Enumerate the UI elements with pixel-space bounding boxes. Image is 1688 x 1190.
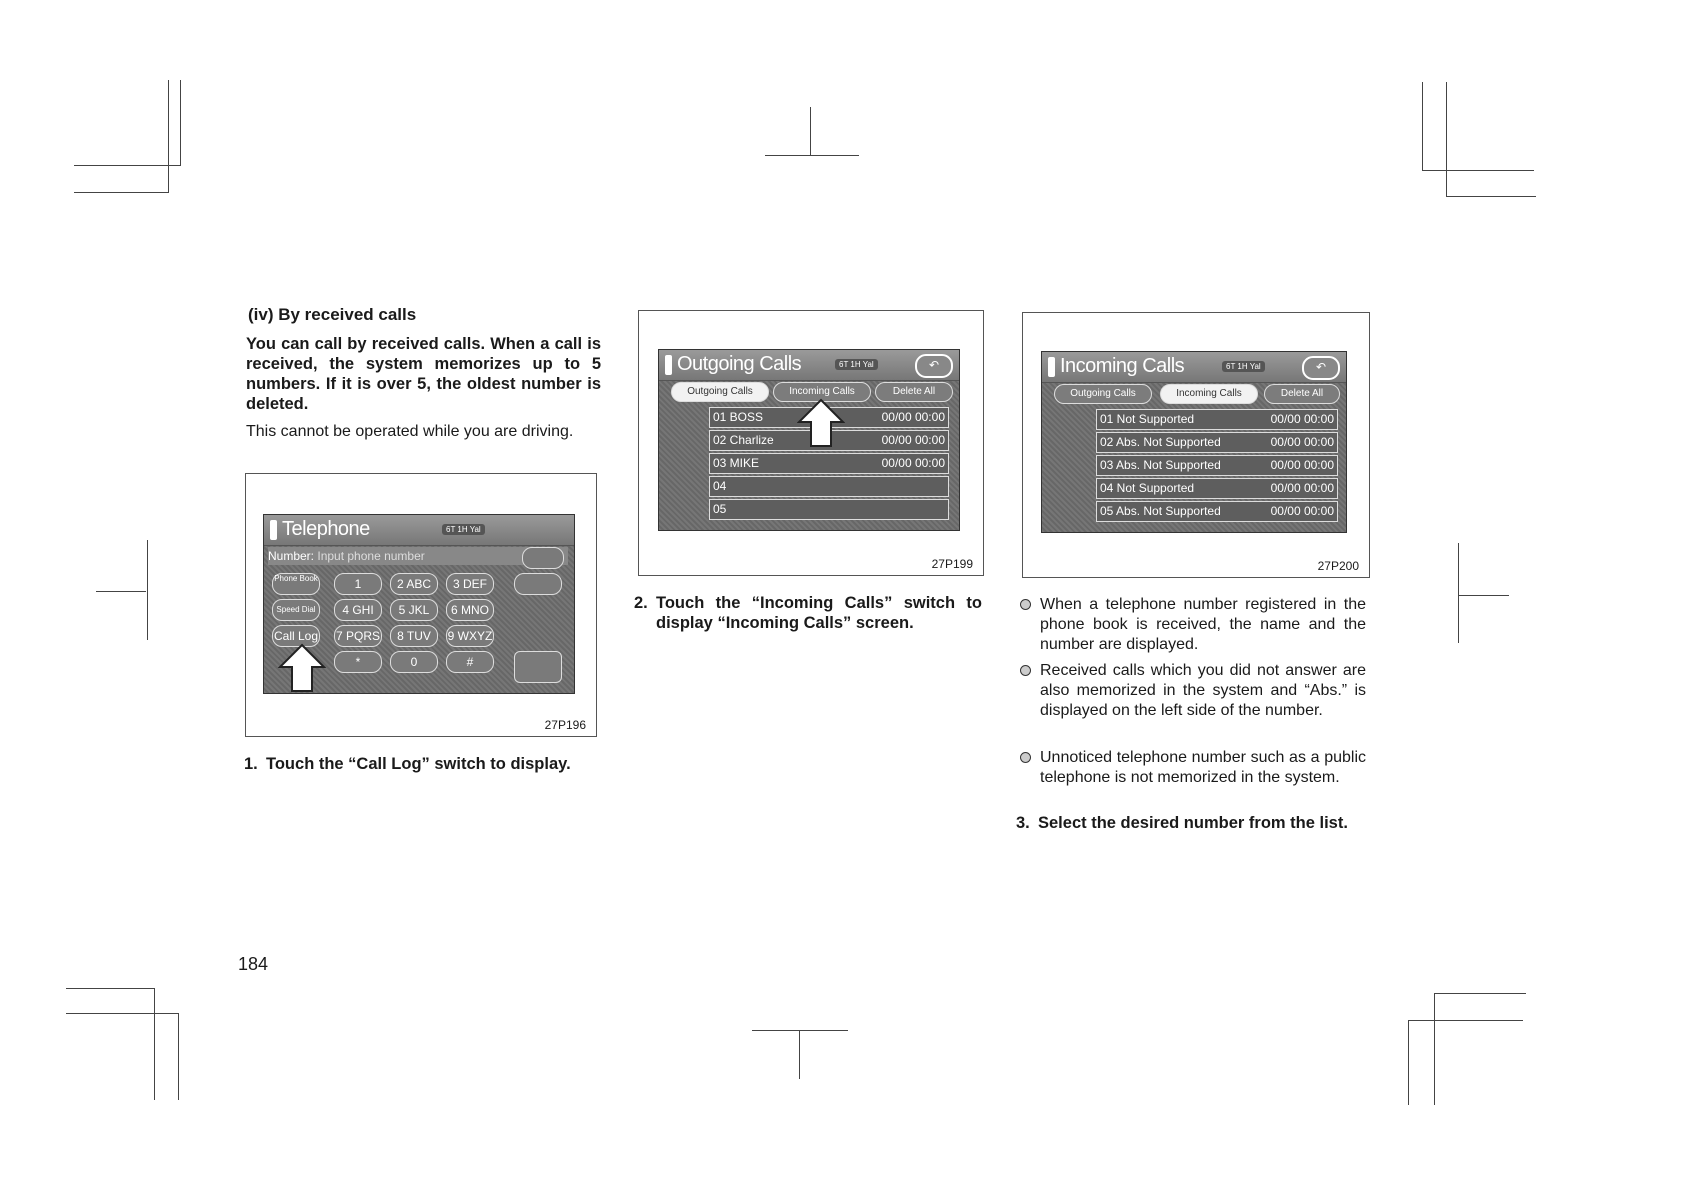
- step-text: Touch the “Incoming Calls” switch to display “Incoming Calls” screen.: [656, 594, 982, 632]
- crop-mark: [180, 80, 181, 166]
- title-bar: [264, 515, 574, 546]
- crop-mark: [1422, 82, 1423, 170]
- speed-dial-key[interactable]: Speed Dial: [272, 599, 320, 621]
- crop-mark: [154, 988, 155, 1100]
- delete-all-button[interactable]: Delete All: [875, 382, 953, 402]
- call-row[interactable]: 03 MIKE 00/00 00:00: [709, 453, 949, 474]
- crop-mark: [96, 591, 146, 592]
- crop-mark: [1408, 1020, 1523, 1021]
- step-2: [634, 593, 982, 633]
- call-row[interactable]: 04: [709, 476, 949, 497]
- key-9[interactable]: 9 WXYZ: [446, 625, 494, 647]
- tab-outgoing-calls[interactable]: Outgoing Calls: [1054, 384, 1152, 404]
- delete-all-button[interactable]: Delete All: [1264, 384, 1340, 404]
- bullet-note: When a telephone number registered in the phone book is received, the name and the number are displayed.: [1040, 595, 1366, 655]
- key-1[interactable]: 1: [334, 573, 382, 595]
- crop-mark: [66, 1013, 179, 1014]
- call-row[interactable]: 05 Abs. Not Supported 00/00 00:00: [1096, 501, 1338, 522]
- status-icons: 6T 1H Yal: [835, 359, 878, 370]
- key-5[interactable]: 5 JKL: [390, 599, 438, 621]
- step-3: [1016, 813, 1366, 833]
- figure-outgoing-calls: [638, 310, 984, 576]
- title-bar: [659, 350, 959, 381]
- crop-mark: [1408, 1020, 1409, 1105]
- page-number: 184: [238, 954, 269, 974]
- key-0[interactable]: 0: [390, 651, 438, 673]
- key-3[interactable]: 3 DEF: [446, 573, 494, 595]
- figure-telephone: [245, 473, 597, 737]
- crop-mark: [66, 988, 154, 989]
- section-heading: (iv) By received calls: [248, 305, 417, 324]
- status-icons: 6T 1H Yal: [1222, 361, 1265, 372]
- number-placeholder: Input phone number: [317, 549, 425, 563]
- call-row[interactable]: 02 Abs. Not Supported 00/00 00:00: [1096, 432, 1338, 453]
- key-hash[interactable]: #: [446, 651, 494, 673]
- crop-mark: [74, 165, 181, 166]
- screen-title: Incoming Calls: [1060, 355, 1185, 377]
- figure-code: 27P196: [544, 718, 586, 732]
- key-7[interactable]: 7 PQRS: [334, 625, 382, 647]
- incoming-calls-screen: [1041, 351, 1347, 533]
- phone-icon: [665, 355, 672, 375]
- bullet-icon: [1020, 665, 1031, 676]
- crop-mark: [74, 192, 169, 193]
- call-row[interactable]: 05: [709, 499, 949, 520]
- outgoing-calls-screen: [658, 349, 960, 531]
- step-number: 2.: [634, 594, 648, 612]
- status-icons: 6T 1H Yal: [442, 524, 485, 535]
- crop-mark: [1446, 196, 1536, 197]
- phone-book-key[interactable]: Phone Book: [272, 573, 320, 595]
- key-star[interactable]: *: [334, 651, 382, 673]
- tab-outgoing-calls[interactable]: Outgoing Calls: [671, 382, 769, 402]
- key-6[interactable]: 6 MNO: [446, 599, 494, 621]
- phone-icon: [1048, 357, 1055, 377]
- screen-title: Outgoing Calls: [677, 353, 802, 375]
- key-2[interactable]: 2 ABC: [390, 573, 438, 595]
- bullet-icon: [1020, 752, 1031, 763]
- crop-mark: [1459, 595, 1509, 596]
- figure-incoming-calls: [1022, 312, 1370, 578]
- call-row[interactable]: 03 Abs. Not Supported 00/00 00:00: [1096, 455, 1338, 476]
- call-row[interactable]: 01 BOSS 00/00 00:00: [709, 407, 949, 428]
- step-1: [244, 754, 596, 774]
- pointer-arrow-icon: [278, 643, 326, 693]
- bullet-note: Received calls which you did not answer are also memorized in the system and “Abs.” is displayed on the left side of the number.: [1040, 661, 1366, 721]
- crop-mark: [168, 80, 169, 193]
- call-row[interactable]: 01 Not Supported 00/00 00:00: [1096, 409, 1338, 430]
- call-log-key[interactable]: Call Log: [272, 625, 320, 647]
- crop-mark: [1434, 993, 1526, 994]
- crop-mark: [147, 540, 148, 640]
- figure-code: 27P199: [931, 557, 973, 571]
- screen-title: Telephone: [282, 518, 370, 540]
- crop-mark: [1434, 993, 1435, 1105]
- crop-mark: [178, 1013, 179, 1100]
- bullet-note: Unnoticed telephone number such as a public telephone is not memorized in the system.: [1040, 748, 1366, 788]
- number-label: Number:: [268, 549, 315, 563]
- tab-incoming-calls[interactable]: Incoming Calls: [773, 382, 871, 402]
- dial-key[interactable]: [514, 651, 562, 683]
- bullet-icon: [1020, 599, 1031, 610]
- pointer-arrow-icon: [797, 398, 845, 448]
- step-number: 3.: [1016, 814, 1030, 832]
- figure-code: 27P200: [1317, 559, 1359, 573]
- intro-paragraph: You can call by received calls. When a call is received, the system memorizes up to 5 numbers. If it is over 5, the oldest number is deleted.: [246, 335, 601, 413]
- extra-key[interactable]: [514, 573, 562, 595]
- step-number: 1.: [244, 755, 258, 773]
- call-row[interactable]: 04 Not Supported 00/00 00:00: [1096, 478, 1338, 499]
- intro-note: This cannot be operated while you are driving.: [246, 423, 574, 440]
- crop-mark: [765, 155, 859, 156]
- crop-mark: [752, 1030, 848, 1031]
- back-button[interactable]: ↶: [1302, 356, 1340, 380]
- key-8[interactable]: 8 TUV: [390, 625, 438, 647]
- tab-incoming-calls[interactable]: Incoming Calls: [1160, 384, 1258, 404]
- back-button[interactable]: ↶: [915, 354, 953, 378]
- title-bar: [1042, 352, 1346, 383]
- step-text: Select the desired number from the list.: [1038, 814, 1348, 832]
- crop-mark: [1446, 82, 1447, 196]
- key-4[interactable]: 4 GHI: [334, 599, 382, 621]
- backspace-key[interactable]: [522, 547, 564, 569]
- crop-mark: [1458, 543, 1459, 643]
- call-row[interactable]: 02 Charlize 00/00 00:00: [709, 430, 949, 451]
- telephone-screen: [263, 514, 575, 694]
- crop-mark: [810, 107, 811, 155]
- crop-mark: [1422, 170, 1534, 171]
- phone-icon: [270, 520, 277, 540]
- crop-mark: [799, 1031, 800, 1079]
- step-text: Touch the “Call Log” switch to display.: [266, 755, 571, 773]
